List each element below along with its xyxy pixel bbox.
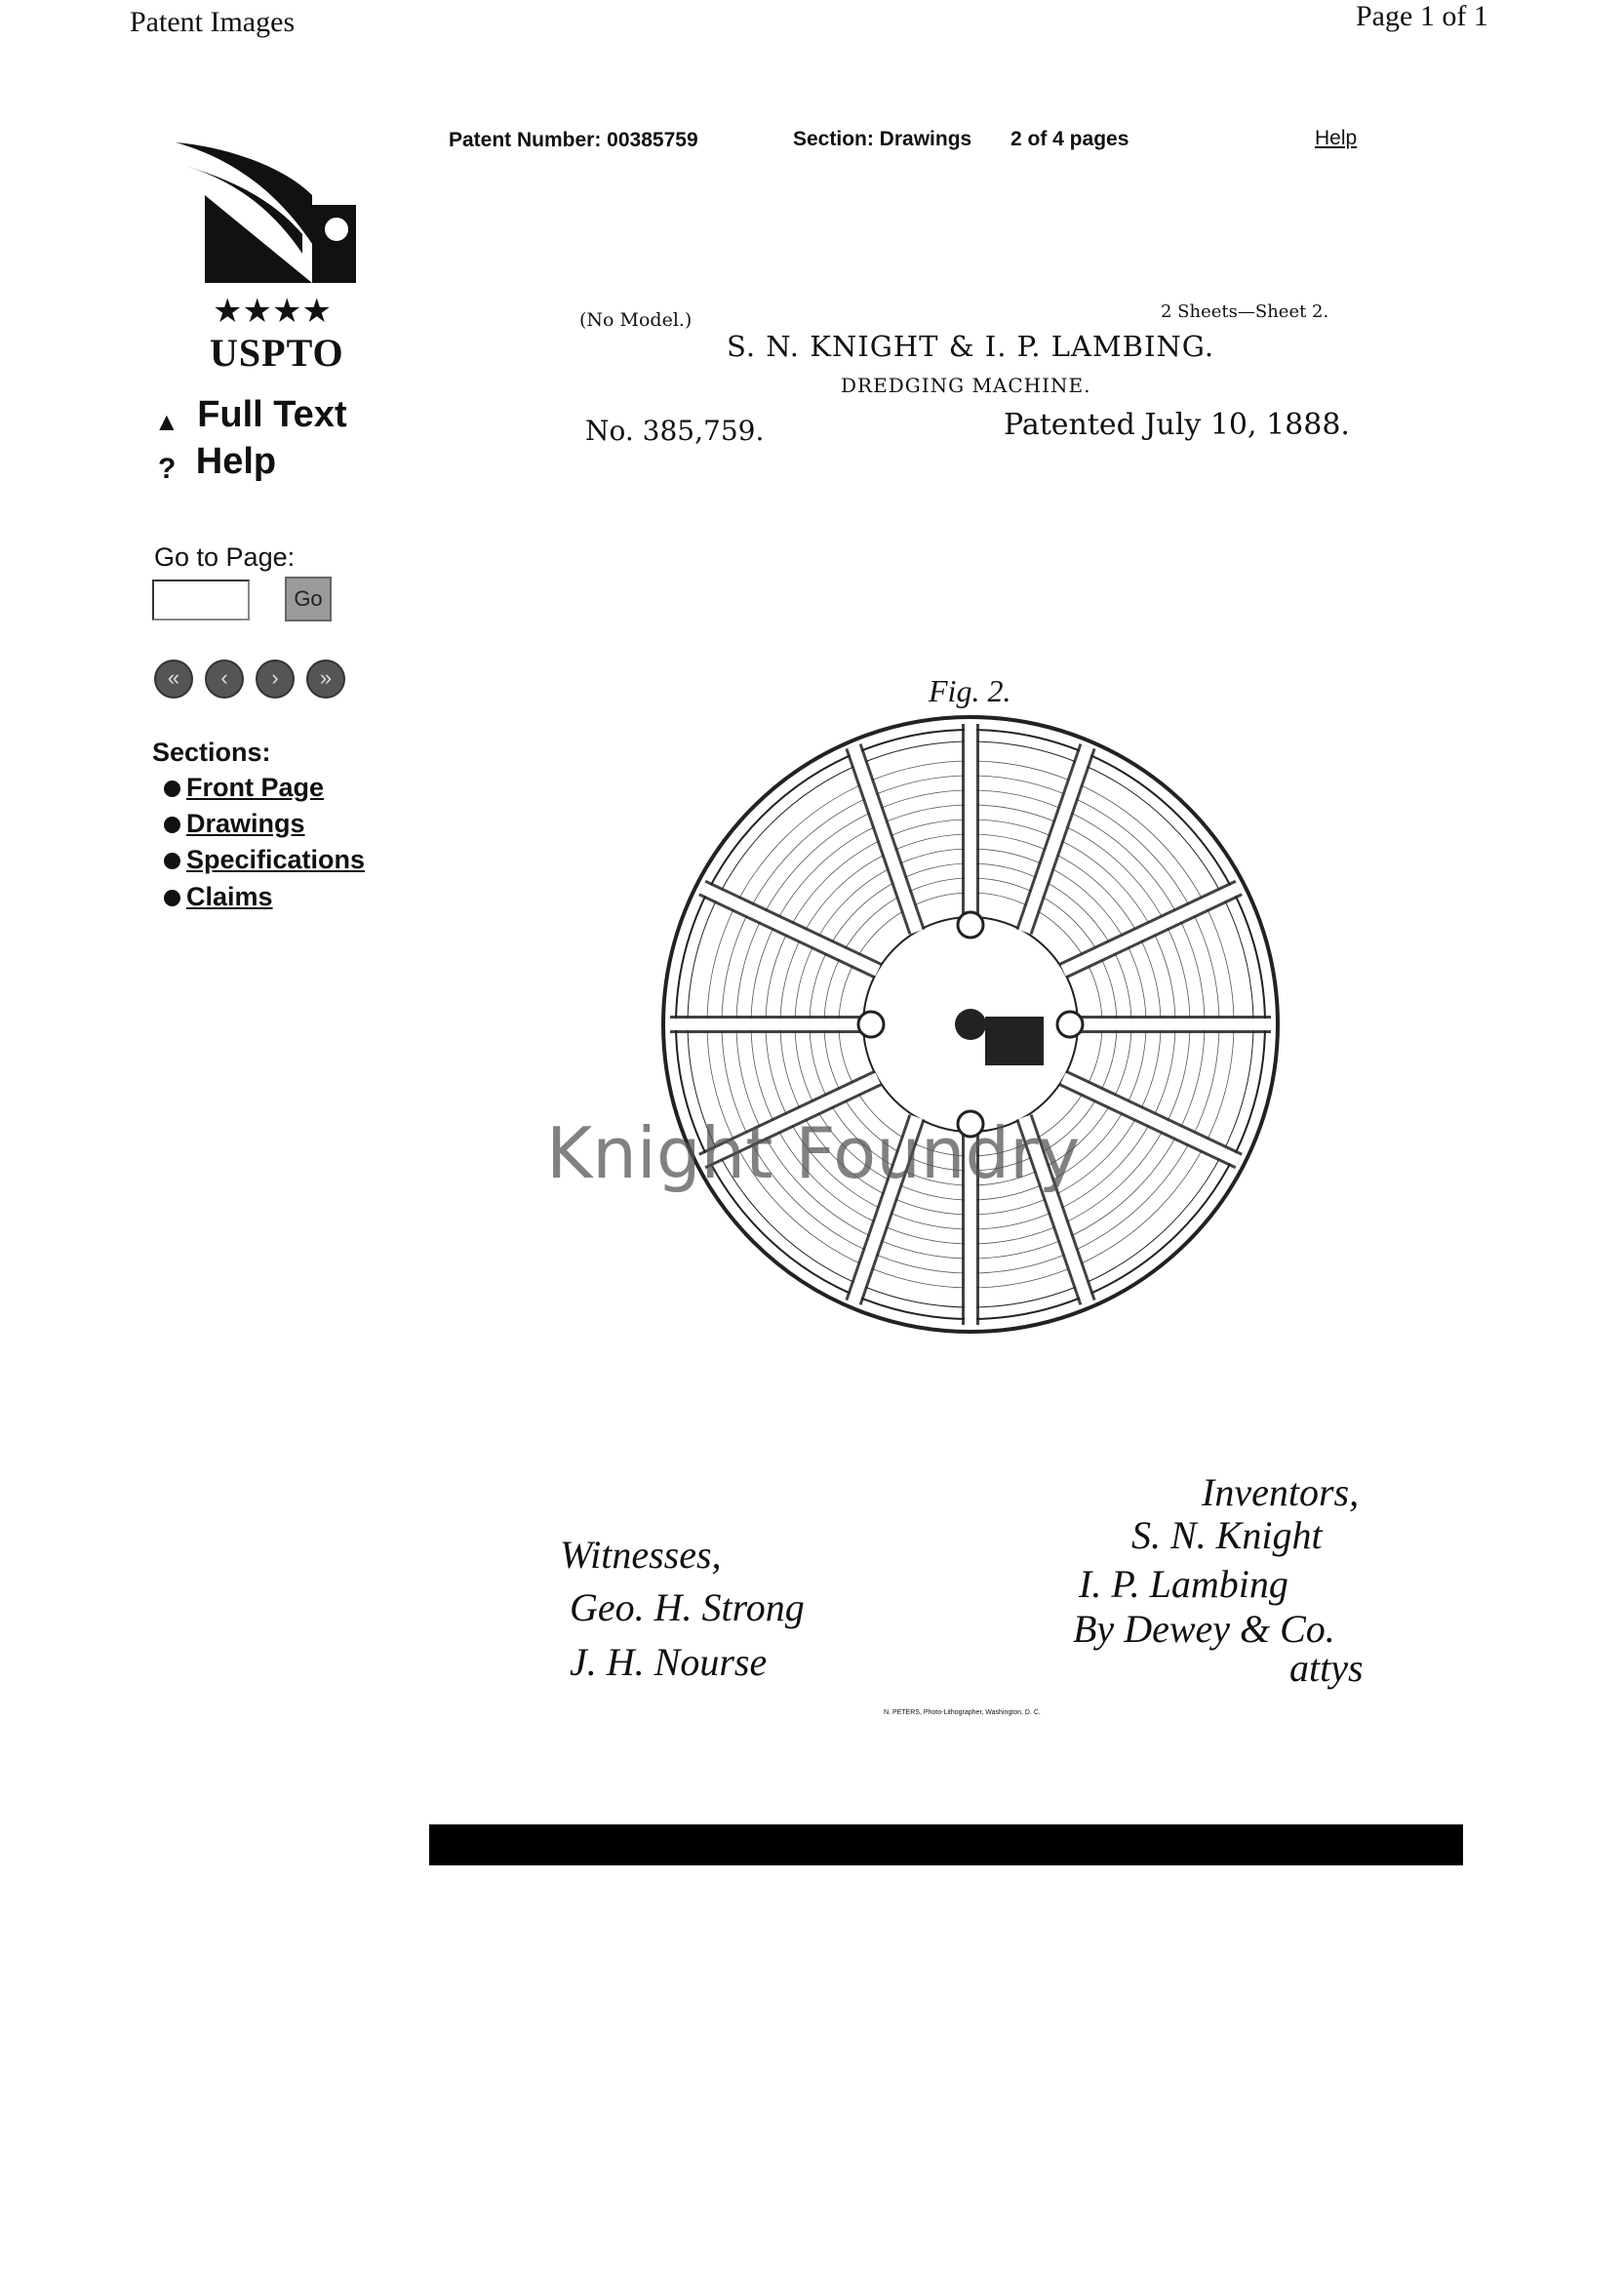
footer-bar [429, 1824, 1463, 1865]
full-text-label: Full Text [197, 394, 347, 435]
bullet-icon [164, 817, 180, 833]
question-icon: ? [158, 452, 177, 485]
first-page-icon[interactable]: « [154, 660, 193, 699]
sheets-note: 2 Sheets—Sheet 2. [1161, 301, 1329, 322]
section-link-front-page[interactable]: Front Page [164, 773, 324, 803]
help-link[interactable]: Help [1315, 127, 1358, 149]
patent-figure [644, 663, 1307, 1385]
next-page-icon[interactable]: › [256, 660, 295, 699]
attorney-signature: attys [1289, 1646, 1364, 1690]
no-model-note: (No Model.) [579, 309, 693, 331]
section-link-drawings[interactable]: Drawings [164, 809, 305, 839]
witness-signature: Geo. H. Strong [570, 1585, 805, 1629]
uspto-logo-text: USPTO [210, 331, 344, 375]
svg-text:★★★★: ★★★★ [213, 292, 332, 331]
section-name: Section: Drawings [793, 128, 972, 150]
sidebar-help-link[interactable] [158, 441, 276, 486]
engraver-credit: N. PETERS, Photo-Lithographer, Washington, D. C. [884, 1709, 1041, 1716]
print-page-number: Page 1 of 1 [1356, 0, 1488, 32]
previous-page-icon[interactable]: ‹ [205, 660, 244, 699]
drawing-title: DREDGING MACHINE. [841, 374, 1091, 397]
drawing-inventors: S. N. KNIGHT & I. P. LAMBING. [727, 330, 1215, 363]
patent-number: Patent Number: 00385759 [449, 129, 698, 151]
sidebar-help-label: Help [195, 441, 277, 482]
section-link-claims[interactable]: Claims [164, 882, 273, 912]
figure-label: Fig. 2. [929, 673, 1011, 708]
goto-page-button[interactable]: Go [285, 577, 332, 621]
inventors-label: Inventors, [1202, 1470, 1360, 1514]
goto-page-label: Go to Page: [154, 542, 296, 572]
drawing-patent-number: No. 385,759. [585, 415, 765, 447]
print-title: Patent Images [130, 6, 296, 38]
section-link-specifications[interactable]: Specifications [164, 845, 365, 875]
witnesses-label: Witnesses, [560, 1533, 722, 1577]
up-triangle-icon: ▲ [154, 407, 179, 437]
inventor-signature: S. N. Knight [1131, 1513, 1323, 1557]
inventor-signature: I. P. Lambing [1079, 1562, 1288, 1606]
sections-label: Sections: [152, 738, 271, 767]
watermark: Knight Foundry [546, 1112, 1081, 1194]
goto-page-input[interactable] [152, 580, 250, 620]
full-text-link[interactable] [154, 394, 347, 437]
bullet-icon [164, 890, 180, 906]
attorney-signature: By Dewey & Co. [1073, 1607, 1335, 1651]
page-count: 2 of 4 pages [1010, 128, 1129, 150]
last-page-icon[interactable]: » [306, 660, 345, 699]
bullet-icon [164, 853, 180, 869]
bullet-icon [164, 780, 180, 797]
drawing-patent-date: Patented July 10, 1888. [1004, 408, 1350, 442]
witness-signature: J. H. Nourse [570, 1640, 768, 1684]
